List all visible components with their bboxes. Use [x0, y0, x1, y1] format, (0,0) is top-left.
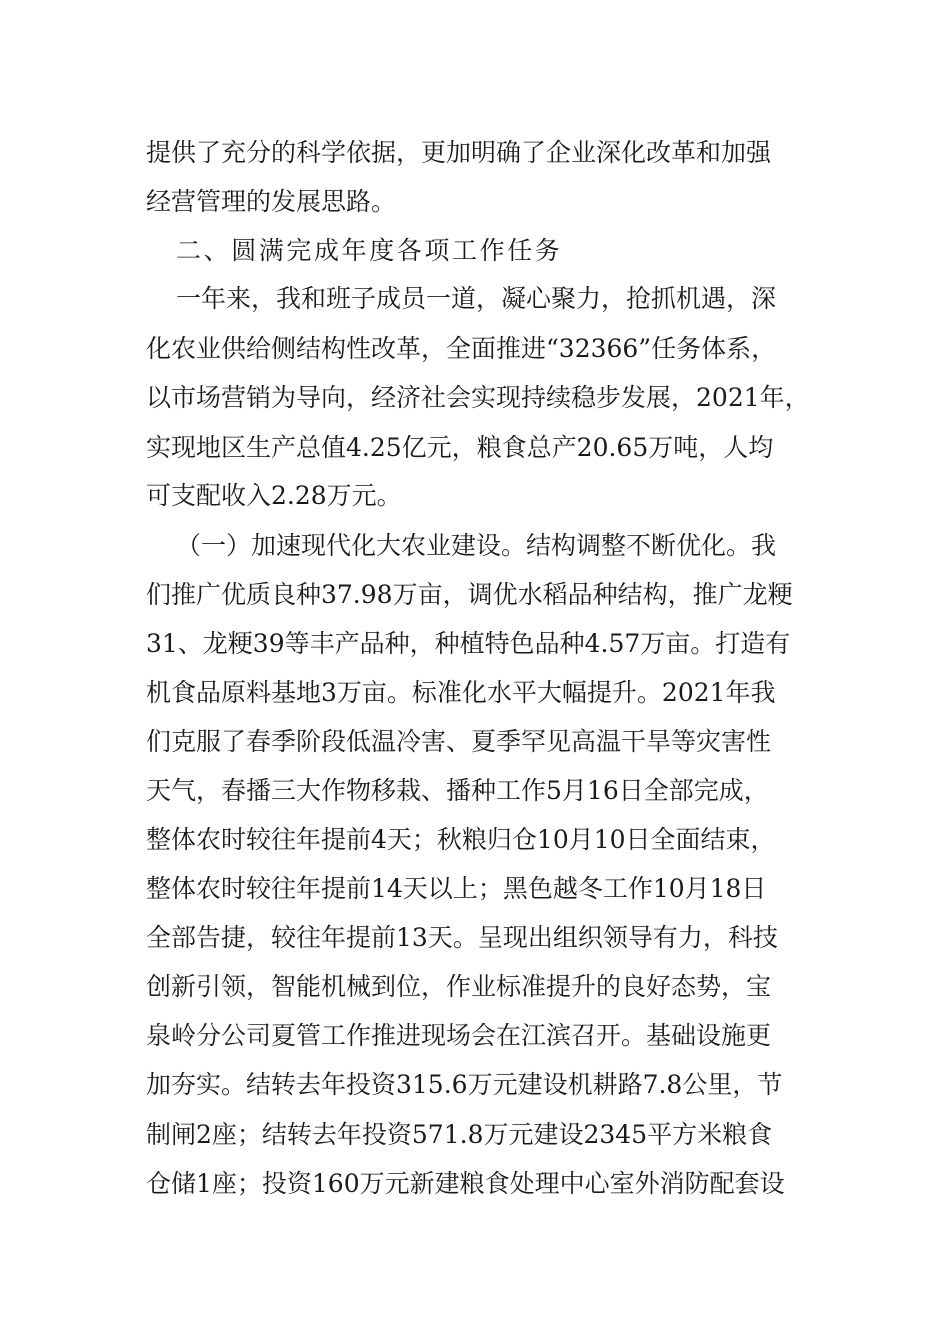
text-line: 泉岭分公司夏管工作推进现场会在江滨召开。基础设施更 — [146, 1021, 772, 1050]
text-line: 仓储1座；投资160万元新建粮食处理中心室外消防配套设 — [146, 1169, 785, 1198]
text-line: 们推广优质良种37.98万亩，调优水稻品种结构，推广龙粳 — [146, 580, 793, 609]
text-line: 加夯实。结转去年投资315.6万元建设机耕路7.8公里，节 — [146, 1070, 783, 1099]
text-line: 们克服了春季阶段低温冷害、夏季罕见高温干旱等灾害性 — [146, 727, 772, 756]
text-line: 化农业供给侧结构性改革，全面推进“32366”任务体系， — [146, 334, 777, 363]
text-line: 制闸2座；结转去年投资571.8万元建设2345平方米粮食 — [146, 1120, 773, 1149]
text-line: 全部告捷，较往年提前13天。呈现出组织领导有力，科技 — [146, 923, 778, 952]
text-line: 机食品原料基地3万亩。标准化水平大幅提升。2021年我 — [146, 678, 776, 707]
text-line: 可支配收入2.28万元。 — [146, 481, 402, 510]
section-heading: 二、圆满完成年度各项工作任务 — [176, 236, 563, 265]
text-line: 31、龙粳39等丰产品种，种植特色品种4.57万亩。打造有 — [146, 629, 791, 658]
text-line: 经营管理的发展思路。 — [146, 187, 397, 216]
subsection-line: （一）加速现代化大农业建设。结构调整不断优化。我 — [176, 531, 777, 560]
text-line: 天气，春播三大作物移栽、播种工作5月16日全部完成， — [146, 776, 769, 805]
text-line: 以市场营销为导向，经济社会实现持续稳步发展，2021年， — [146, 383, 810, 412]
text-line: 整体农时较往年提前4天；秋粮归仓10月10日全面结束， — [146, 825, 776, 854]
text-line: 实现地区生产总值4.25亿元，粮食总产20.65万吨，人均 — [146, 433, 774, 462]
text-line: 提供了充分的科学依据，更加明确了企业深化改革和加强 — [146, 138, 772, 167]
text-line: 一年来，我和班子成员一道，凝心聚力，抢抓机遇，深 — [176, 284, 777, 313]
text-line: 整体农时较往年提前14天以上；黑色越冬工作10月18日 — [146, 874, 767, 903]
text-line: 创新引领，智能机械到位，作业标准提升的良好态势，宝 — [146, 972, 772, 1001]
